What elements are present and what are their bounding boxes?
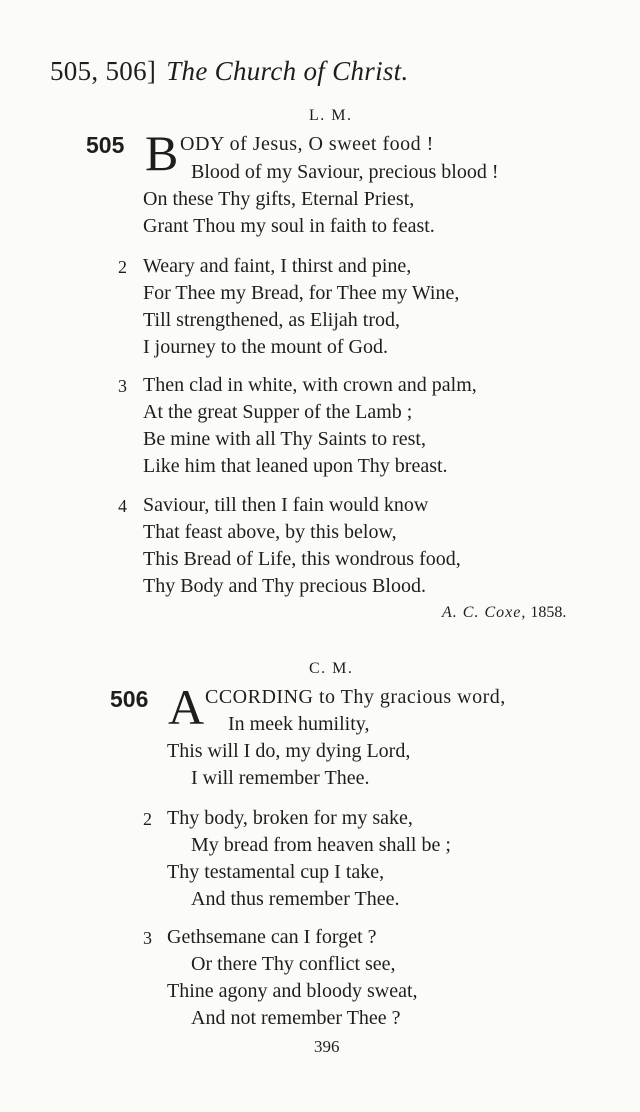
hymn-505-v2-line-2: For Thee my Bread, for Thee my Wine,: [143, 282, 460, 304]
hymn-506-v1-line-3: I will remember Thee.: [191, 767, 370, 789]
hymn-505-v3-line-2: At the great Supper of the Lamb ;: [143, 401, 413, 423]
running-head-hymn-range: 505, 506]: [50, 56, 157, 86]
hymn-505-v4-line-1: Saviour, till then I fain would know: [143, 494, 429, 516]
hymn-506-v1-line-2: This will I do, my dying Lord,: [167, 740, 411, 762]
hymn-505-verse-3-number: 3: [118, 376, 127, 396]
hymn-505-v4-line-2: That feast above, by this below,: [143, 521, 397, 543]
hymn-506-v2-line-1: Thy body, broken for my sake,: [167, 807, 413, 829]
hymn-506-dropcap: A: [168, 679, 205, 735]
hymn-505-first-line: ODY of Jesus, O sweet food !: [180, 133, 434, 155]
hymn-505-v3-line-4: Like him that leaned upon Thy breast.: [143, 455, 448, 477]
hymn-505-number: 505: [86, 132, 125, 158]
hymn-506-meter: C. M.: [309, 660, 354, 677]
hymn-506-v3-line-1: Gethsemane can I forget ?: [167, 926, 377, 948]
hymn-505-year: 1858.: [530, 604, 567, 621]
hymn-505-author: A. C. Coxe,: [442, 604, 527, 621]
hymn-505-v1-line-3: Grant Thou my soul in faith to feast.: [143, 215, 435, 237]
hymn-506-number: 506: [110, 686, 149, 712]
hymn-505-v2-line-1: Weary and faint, I thirst and pine,: [143, 255, 412, 277]
running-head: [50, 56, 409, 87]
hymn-506-verse-2-number: 2: [143, 809, 152, 829]
hymn-505-v2-line-4: I journey to the mount of God.: [143, 336, 388, 358]
hymn-506-v2-line-4: And thus remember Thee.: [191, 888, 400, 910]
hymn-506-v3-line-2: Or there Thy conflict see,: [191, 953, 396, 975]
hymn-506-verse-3-number: 3: [143, 928, 152, 948]
hymn-506-v3-line-4: And not remember Thee ?: [191, 1007, 401, 1029]
hymn-506-v2-line-3: Thy testamental cup I take,: [167, 861, 385, 883]
hymn-506-v2-line-2: My bread from heaven shall be ;: [191, 834, 451, 856]
hymn-506-v1-line-1: In meek humility,: [228, 713, 370, 735]
hymn-506-first-line: CCORDING to Thy gracious word,: [205, 686, 506, 708]
hymn-505-v4-line-3: This Bread of Life, this wondrous food,: [143, 548, 461, 570]
hymn-505-v1-line-1: Blood of my Saviour, precious blood !: [191, 161, 499, 183]
hymn-505-verse-4-number: 4: [118, 496, 127, 516]
hymn-506-v3-line-3: Thine agony and bloody sweat,: [167, 980, 418, 1002]
hymn-505-v3-line-1: Then clad in white, with crown and palm,: [143, 374, 477, 396]
hymn-505-meter: L. M.: [309, 107, 353, 124]
hymn-505-v2-line-3: Till strengthened, as Elijah trod,: [143, 309, 401, 331]
hymn-505-v4-line-4: Thy Body and Thy precious Blood.: [143, 575, 426, 597]
hymn-505-v3-line-3: Be mine with all Thy Saints to rest,: [143, 428, 426, 450]
page-number: 396: [314, 1037, 340, 1056]
hymn-505-verse-2-number: 2: [118, 257, 127, 277]
hymn-505-v1-line-2: On these Thy gifts, Eternal Priest,: [143, 188, 415, 210]
hymn-505-dropcap: B: [145, 125, 179, 181]
running-head-title: The Church of Christ.: [166, 56, 409, 86]
hymn-505-attribution: [442, 604, 566, 622]
